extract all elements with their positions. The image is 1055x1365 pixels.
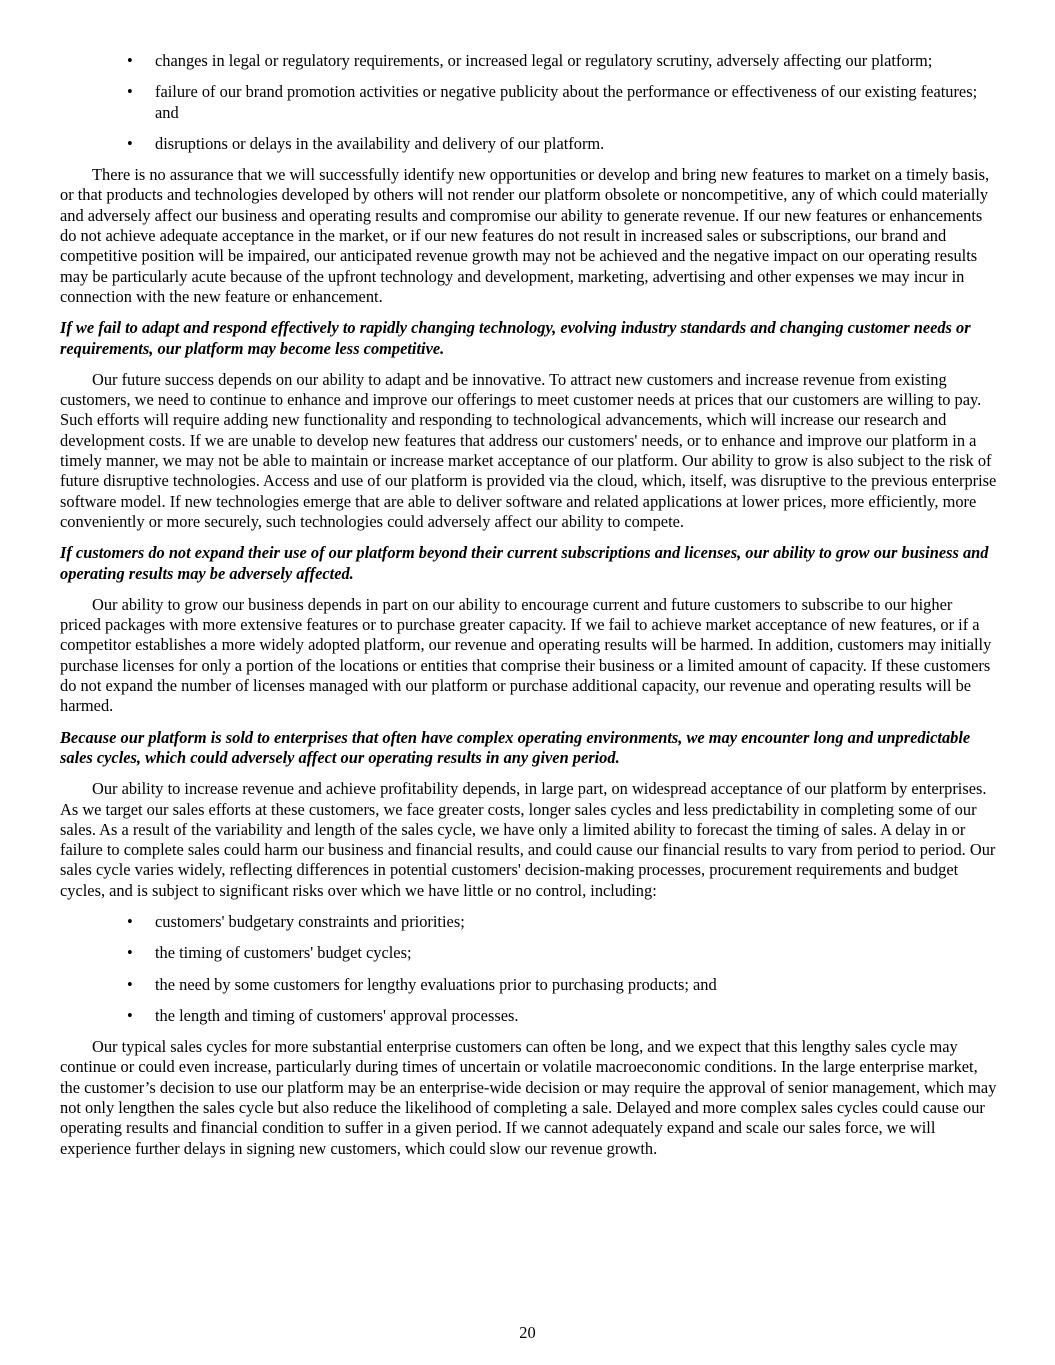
bullet-text: the timing of customers' budget cycles;	[155, 943, 412, 963]
bullet-marker-icon: •	[127, 943, 133, 963]
bullet-item	[60, 134, 997, 154]
risk-heading-sales-cycles: Because our platform is sold to enterprises that often have complex operating environments, we may encounter long and unpredictable sales cycles, which could adversely affect our operating results in any given period.	[60, 727, 971, 767]
bullet-text: changes in legal or regulatory requirements, or increased legal or regulatory scrutiny, adversely affecting our platform;	[155, 51, 933, 70]
bullet-item	[60, 51, 997, 71]
paragraph-sales-cycles-intro: Our ability to increase revenue and achieve profitability depends, in large part, on widespread acceptance of our platform by enterprises. As we target our sales efforts at these customers, we face greater costs, longer sales cycles and less predictability in completing some of our sales. As a result of the variability and length of the sales cycle, we have only a limited ability to forecast the timing of sales. A delay in or failure to complete sales could harm our business and financial results, and could cause our financial results to vary from period to period. Our sales cycle varies widely, reflecting differences in potential customers' decision-making processes, procurement requirements and budget cycles, and is subject to significant risks over which we have little or no control, including:	[60, 779, 996, 900]
bullet-item	[60, 82, 997, 123]
sales-cycle-bullet-list	[60, 912, 997, 1026]
bullet-text: the length and timing of customers' approval processes.	[155, 1005, 519, 1025]
paragraph-no-assurance: There is no assurance that we will successfully identify new opportunities or develop and bring new features to market on a timely basis, or that products and technologies developed by others will not render our platform obsolete or noncompetitive, any of which could materially and adversely affect our business and operating results and compromise our ability to generate revenue. If our new features or enhancements do not achieve adequate acceptance in the market, or if our new features do not result in increased sales or subscriptions, our brand and competitive position will be impaired, our anticipated revenue growth may not be achieved and the negative impact on our operating results may be particularly acute because of the upfront technology and development, marketing, advertising and other expenses we may incur in connection with the new feature or enhancement.	[60, 165, 990, 306]
paragraph-customer-expansion: Our ability to grow our business depends in part on our ability to encourage current and future customers to subscribe to our higher priced packages with more extensive features or to purchase greater capacity. If we fail to achieve market acceptance of new features, or if a competitor establishes a more widely adopted platform, our revenue and operating results will be harmed. In addition, customers may initially purchase licenses for only a portion of the locations or entities that comprise their business or a limited amount of capacity. If these customers do not expand the number of licenses managed with our platform or purchase additional capacity, our revenue and operating results will be harmed.	[60, 594, 992, 716]
bullet-marker-icon: •	[127, 911, 133, 931]
page-number: 20	[519, 1322, 536, 1342]
intro-bullet-list	[60, 51, 997, 154]
bullet-text: disruptions or delays in the availability and delivery of our platform.	[155, 133, 605, 153]
bullet-marker-icon: •	[127, 133, 133, 153]
bullet-item	[60, 1006, 997, 1026]
paragraph-adapt-technology: Our future success depends on our ability to adapt and be innovative. To attract new customers and increase revenue from existing customers, we need to continue to enhance and improve our offerings to meet customer needs at prices that our customers are willing to pay. Such efforts will require adding new functionality and responding to technological advancements, which will increase our research and development costs. If we are unable to develop new features that address our customers' needs, or to enhance and improve our platform in a timely manner, we may not be able to maintain or increase market acceptance of our platform. Our ability to grow is also subject to the risk of future disruptive technologies. Access and use of our platform is provided via the cloud, which, itself, was disruptive to the previous enterprise software model. If new technologies emerge that are able to deliver software and related applications at lower prices, more efficiently, more conveniently or more securely, such technologies could adversely affect our ability to compete.	[60, 369, 997, 531]
bullet-item	[60, 975, 997, 995]
bullet-item	[60, 912, 997, 932]
paragraph-sales-cycles-closing: Our typical sales cycles for more substantial enterprise customers can often be long, and we expect that this lengthy sales cycle may continue or could even increase, particularly during times of uncertain or volatile macroeconomic conditions. In the large enterprise market, the customer’s decision to use our platform may be an enterprise-wide decision or may require the approval of senior management, which may not only lengthen the sales cycle but also reduce the likelihood of completing a sale. Delayed and more complex sales cycles could cause our operating results and financial condition to suffer in a given period. If we cannot adequately expand and scale our sales force, we will experience further delays in signing new customers, which could slow our revenue growth.	[60, 1037, 997, 1158]
bullet-text: the need by some customers for lengthy evaluations prior to purchasing products; and	[155, 974, 717, 994]
risk-heading-customer-expansion: If customers do not expand their use of our platform beyond their current subscriptions and licenses, our ability to grow our business and operating results may be adversely affected.	[60, 543, 989, 583]
bullet-text: failure of our brand promotion activities or negative publicity about the performance or effectiveness of our existing features; and	[155, 82, 978, 122]
bullet-marker-icon: •	[127, 51, 133, 70]
bullet-marker-icon: •	[127, 82, 133, 102]
bullet-marker-icon: •	[127, 974, 133, 994]
bullet-item	[60, 943, 997, 963]
risk-heading-adapt-technology: If we fail to adapt and respond effectively to rapidly changing technology, evolving industry standards and changing customer needs or requirements, our platform may become less competitive.	[60, 318, 971, 358]
bullet-marker-icon: •	[127, 1005, 133, 1025]
bullet-text: customers' budgetary constraints and priorities;	[155, 911, 465, 931]
